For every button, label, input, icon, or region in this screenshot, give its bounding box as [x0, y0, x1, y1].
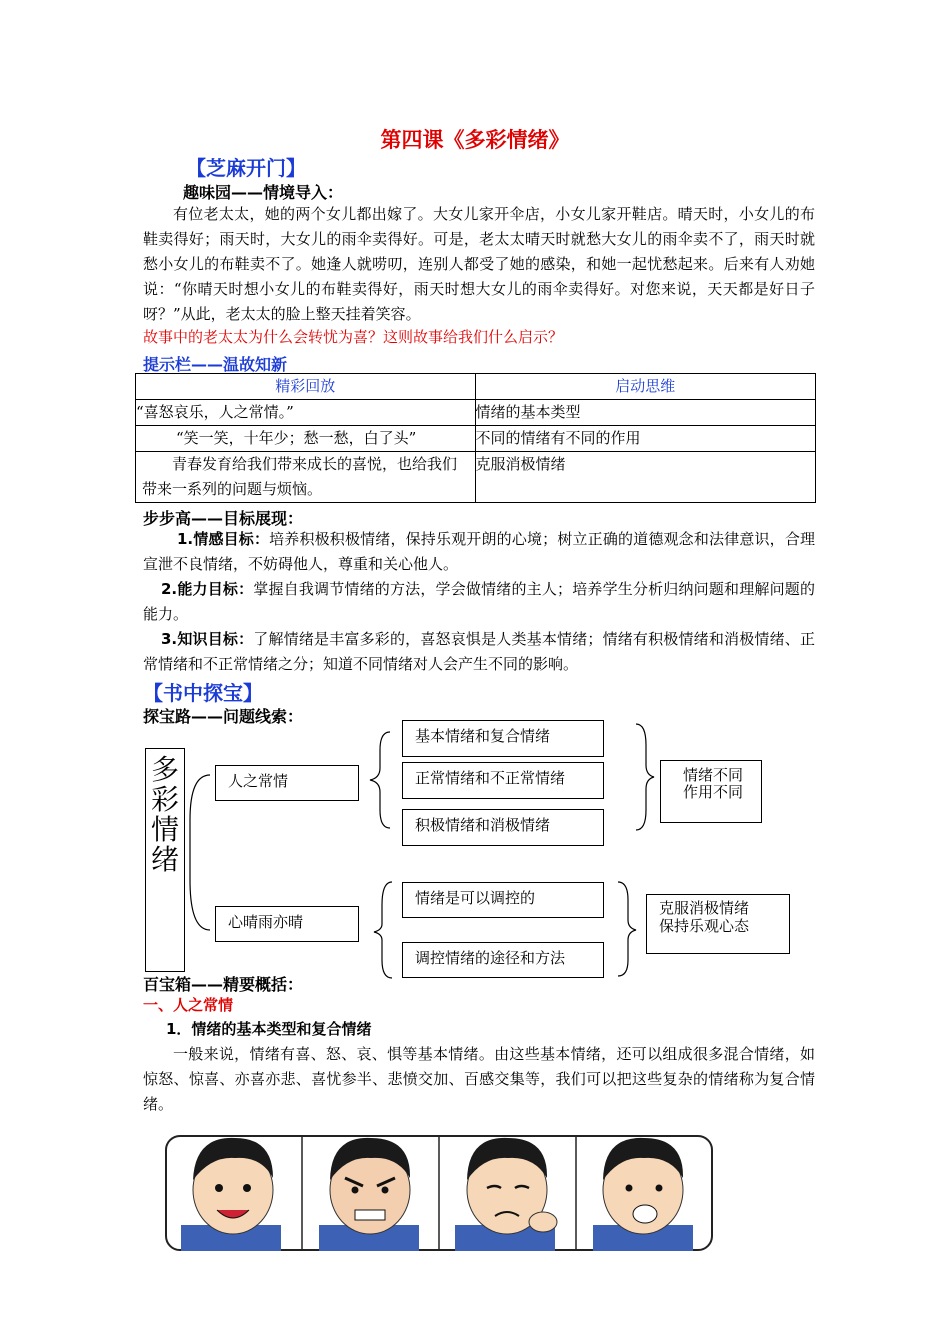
table-cell: 不同的情绪有不同的作用: [475, 426, 815, 452]
summary-heading: 百宝箱——精要概括：: [143, 975, 304, 994]
table-cell: 克服消极情绪: [475, 452, 815, 503]
story-text: 有位老太太，她的两个女儿都出嫁了。大女儿家开伞店，小女儿家开鞋店。晴天时，小女儿的布鞋卖得好；雨天时，大女儿的雨伞卖得好。可是，老太太晴天时就愁大女儿的雨伞卖不了，雨天时就愁小女儿的布鞋卖不了。她逢人就唠叨，连别人都受了她的感染，和她一起忧愁起来。后来有人劝她说：“你晴天时想小女儿的布鞋卖得好，雨天时想大女儿的雨伞卖得好。对您来说，天天都是好日子呀？”从此，老太太的脸上整天挂着笑容。: [143, 205, 815, 323]
goal-text: 了解情绪是丰富多彩的，喜怒哀惧是人类基本情绪；情绪有积极情绪和消极情绪、正常情绪和不正常情绪之分；知道不同情绪对人会产生不同的影响。: [143, 630, 815, 673]
section-heading-open: 【芝麻开门】: [186, 156, 306, 180]
goal-label: 1.情感目标：: [177, 530, 270, 548]
diagram-branch-2: 心晴雨亦晴: [215, 906, 359, 942]
diagram-item: 调控情绪的途径和方法: [402, 942, 604, 978]
goal-label: 3.知识目标：: [161, 630, 254, 648]
emotion-faces-illustration: [165, 1130, 713, 1252]
point-text: 一般来说，情绪有喜、怒、哀、惧等基本情绪。由这些基本情绪，还可以组成很多混合情绪，如惊怒、惊喜、亦喜亦悲、喜忧参半、悲愤交加、百感交集等，我们可以把这些复杂的情绪称为复合情绪。: [143, 1045, 815, 1113]
diagram-result-1: 情绪不同 作用不同: [660, 760, 762, 823]
intro-heading: 趣味园——情境导入：: [183, 183, 344, 202]
page-title: 第四课《多彩情绪》: [380, 128, 570, 152]
clue-heading: 探宝路——问题线索：: [143, 707, 304, 726]
story-question: 故事中的老太太为什么会转忧为喜？这则故事给我们什么启示？: [143, 328, 564, 346]
table-cell: “喜怒哀乐，人之常情。”: [136, 400, 476, 426]
tips-heading: 提示栏——温故知新: [143, 355, 288, 374]
table-cell: 情绪的基本类型: [475, 400, 815, 426]
diagram-item: 情绪是可以调控的: [402, 882, 604, 918]
diagram-item: 基本情绪和复合情绪: [402, 720, 604, 757]
table-header-left: 精彩回放: [136, 374, 476, 400]
goal-text: 掌握自我调节情绪的方法，学会做情绪的主人；培养学生分析归纳问题和理解问题的能力。: [143, 580, 815, 623]
diagram-branch-1: 人之常情: [215, 765, 359, 801]
table-cell: “笑一笑，十年少；愁一愁，白了头”: [136, 426, 476, 452]
goals-heading: 步步高——目标展现：: [143, 509, 304, 528]
goal-text: 培养积极积极情绪，保持乐观开朗的心境；树立正确的道德观念和法律意识，合理宣泄不良情绪，不妨碍他人，尊重和关心他人。: [143, 530, 815, 573]
diagram-item: 正常情绪和不正常情绪: [402, 762, 604, 799]
section-heading-treasure: 【书中探宝】: [143, 681, 263, 705]
diagram-root: 多彩情绪: [145, 748, 185, 972]
point-paragraph: [143, 1042, 815, 1117]
diagram-item: 积极情绪和消极情绪: [402, 809, 604, 846]
table-cell: 青春发育给我们带来成长的喜悦，也给我们带来一系列的问题与烦恼。: [136, 452, 476, 503]
part-heading: 一、人之常情: [143, 996, 234, 1014]
point-heading: 1．情绪的基本类型和复合情绪: [166, 1020, 372, 1038]
goal-label: 2.能力目标：: [161, 580, 254, 598]
table-header-right: 启动思维: [475, 374, 815, 400]
diagram-result-2: 克服消极情绪 保持乐观心态: [646, 894, 790, 954]
